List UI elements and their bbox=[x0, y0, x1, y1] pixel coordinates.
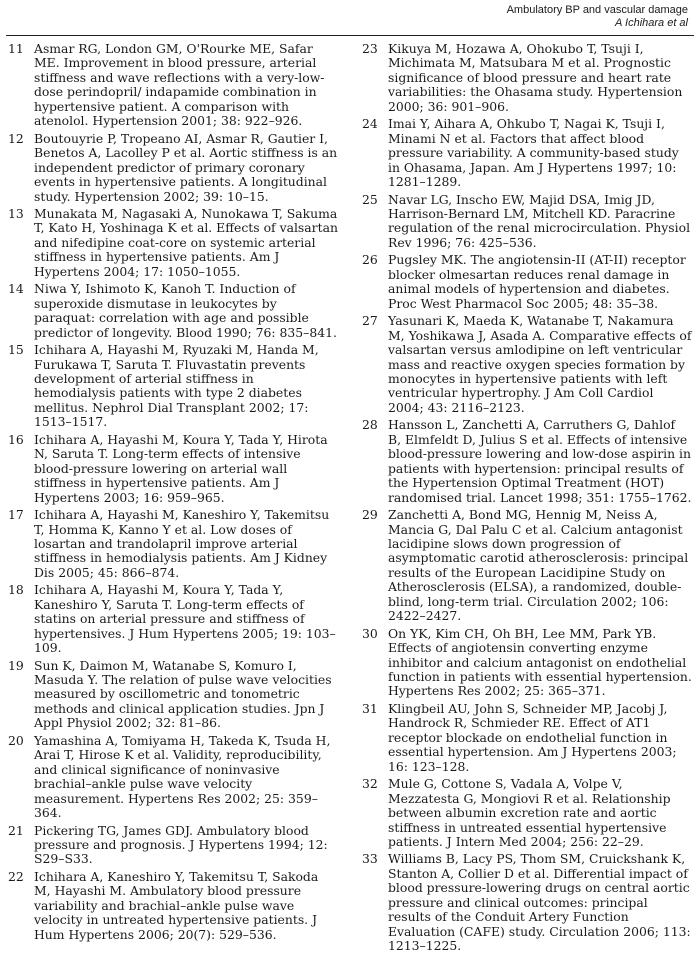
reference-item bbox=[362, 314, 692, 415]
reference-text: Sun K, Daimon M, Watanabe S, Komuro I, Masuda Y. The relation of pulse wave velocities measured by oscillometric and tonometric methods and clinical application studies. Jpn J Appl Physiol 2002; 32: 81–86. bbox=[34, 657, 332, 731]
reference-text: Boutouyrie P, Tropeano AI, Asmar R, Gautier I, Benetos A, Lacolley P et al. Aortic stiffness is an independent predictor of primary coronary events in hypertensive patients. A longitudinal study. Hypertension 2002; 39: 10–15. bbox=[34, 130, 338, 204]
reference-item bbox=[8, 343, 338, 430]
running-header bbox=[507, 4, 688, 30]
reference-text: Ichihara A, Hayashi M, Kaneshiro Y, Takemitsu T, Homma K, Kanno Y et al. Low doses of losartan and trandolapril improve arterial stiffness in hemodialysis patients. Am J Kidney Dis 2005; 45: 866–874. bbox=[34, 507, 330, 580]
reference-item bbox=[8, 508, 338, 580]
reference-text: Kikuya M, Hozawa A, Ohokubo T, Tsuji I, Michimata M, Matsubara M et al. Prognostic significance of blood pressure and heart rate variabilities: the Ohasama study. Hypertension 2000; 36: 901–906. bbox=[388, 41, 683, 114]
reference-item bbox=[8, 207, 338, 279]
reference-text: Hansson L, Zanchetti A, Carruthers G, Dahlof B, Elmfeldt D, Julius S et al. Effects of intensive blood-pressure lowering and low-dose aspirin in patients with hypertension: principal results of the Hypertension Optimal Treatment (HOT) randomised trial. Lancet 1998; 351: 1755–1762. bbox=[388, 417, 692, 505]
reference-column-right bbox=[362, 42, 692, 957]
reference-number: 33 bbox=[362, 851, 378, 867]
reference-column-left bbox=[8, 42, 338, 945]
reference-text: Klingbeil AU, John S, Schneider MP, Jacobj J, Handrock R, Schmieder RE. Effect of AT1 receptor blockade on endothelial function in essential hypertension. Am J Hypertens 2003; 16: 123–128. bbox=[388, 700, 677, 774]
reference-number: 26 bbox=[362, 252, 378, 268]
running-header-authors: A Ichihara et al bbox=[615, 17, 688, 29]
reference-number: 14 bbox=[8, 281, 24, 297]
reference-number: 22 bbox=[8, 868, 24, 884]
reference-item bbox=[362, 117, 692, 189]
reference-number: 17 bbox=[8, 507, 24, 523]
reference-number: 28 bbox=[362, 417, 378, 433]
reference-text: Asmar RG, London GM, O'Rourke ME, Safar ME. Improvement in blood pressure, arterial stiffness and wave reflections with a very-low-dose perindopril/ indapamide combination in hypertensive patient. A comparison with atenolol. Hypertension 2001; 38: 922–926. bbox=[34, 41, 325, 129]
reference-item bbox=[8, 659, 338, 731]
reference-item bbox=[362, 508, 692, 624]
reference-text: Ichihara A, Hayashi M, Koura Y, Tada Y, Kaneshiro Y, Saruta T. Long-term effects of statins on arterial pressure and stiffness of hypertensives. J Hum Hypertens 2005; 19: 103–109. bbox=[34, 582, 336, 656]
reference-text: Yasunari K, Maeda K, Watanabe T, Nakamura M, Yoshikawa J, Asada A. Comparative effects of valsartan versus amlodipine on left ventricular mass and reactive oxygen species formation by monocytes in hypertensive patients with left ventricular hypertrophy. J Am Coll Cardiol 2004; 43: 2116–2123. bbox=[388, 313, 692, 415]
reference-text: Munakata M, Nagasaki A, Nunokawa T, Sakuma T, Kato H, Yoshinaga K et al. Effects of valsartan and nifedipine coat-core on systemic arterial stiffness in hypertensive patients. Am J Hypertens 2004; 17: 1050–1055. bbox=[34, 205, 338, 279]
reference-number: 29 bbox=[362, 507, 378, 523]
header-divider bbox=[6, 35, 694, 36]
reference-item bbox=[8, 583, 338, 655]
reference-item bbox=[8, 433, 338, 505]
reference-number: 23 bbox=[362, 41, 378, 56]
reference-text: On YK, Kim CH, Oh BH, Lee MM, Park YB. Effects of angiotensin converting enzyme inhibitor and calcium antagonist on endothelial function in patients with essential hypertension. Hypertens Res 2002; 25: 365–371. bbox=[388, 625, 692, 699]
reference-item bbox=[362, 627, 692, 699]
reference-text: Zanchetti A, Bond MG, Hennig M, Neiss A, Mancia G, Dal Palu C et al. Calcium antagonist lacidipine slows down progression of asymptomatic carotid atherosclerosis: principal results of the European Lacidipine Study on Atherosclerosis (ELSA), a randomized, double-blind, long-term trial. Circulation 2002; 106: 2422–2427. bbox=[388, 507, 689, 624]
reference-number: 11 bbox=[8, 41, 24, 56]
reference-number: 24 bbox=[362, 116, 378, 132]
reference-text: Imai Y, Aihara A, Ohkubo T, Nagai K, Tsuji I, Minami N et al. Factors that affect blood pressure variability. A community-based study in Ohasama, Japan. Am J Hypertens 1997; 10: 1281–1289. bbox=[388, 116, 679, 190]
reference-number: 18 bbox=[8, 582, 24, 598]
reference-number: 15 bbox=[8, 342, 24, 358]
running-header-title: Ambulatory BP and vascular damage bbox=[506, 4, 688, 16]
reference-number: 13 bbox=[8, 205, 24, 221]
reference-item bbox=[8, 870, 338, 942]
reference-item bbox=[362, 777, 692, 849]
reference-text: Navar LG, Inscho EW, Majid DSA, Imig JD, Harrison-Bernard LM, Mitchell KD. Paracrine regulation of the renal microcirculation. Physiol Rev 1996; 76: 425–536. bbox=[388, 191, 691, 250]
reference-number: 20 bbox=[8, 732, 24, 748]
reference-item bbox=[8, 734, 338, 821]
reference-item bbox=[362, 42, 692, 114]
reference-number: 19 bbox=[8, 657, 24, 673]
reference-item bbox=[8, 824, 338, 867]
reference-item bbox=[362, 193, 692, 251]
reference-text: Ichihara A, Hayashi M, Koura Y, Tada Y, Hirota N, Saruta T. Long-term effects of intensive blood-pressure lowering on arterial wall stiffness in hypertensive patients. Am J Hypertens 2003; 16: 959–965. bbox=[34, 431, 328, 505]
reference-text: Williams B, Lacy PS, Thom SM, Cruickshank K, Stanton A, Collier D et al. Differential impact of blood pressure-lowering drugs on central aortic pressure and clinical outcomes: principal results of the Conduit Artery Function Evaluation (CAFE) study. Circulation 2006; 113: 1213–1225. bbox=[388, 851, 691, 954]
reference-text: Niwa Y, Ishimoto K, Kanoh T. Induction of superoxide dismutase in leukocytes by paraquat: correlation with age and possible predictor of longevity. Blood 1990; 76: 835–841. bbox=[34, 281, 337, 340]
reference-item bbox=[8, 282, 338, 340]
reference-number: 30 bbox=[362, 625, 378, 641]
reference-number: 27 bbox=[362, 313, 378, 329]
reference-text: Pugsley MK. The angiotensin-II (AT-II) receptor blocker olmesartan reduces renal damage in animal models of hypertension and diabetes. Proc West Pharmacol Soc 2005; 48: 35–38. bbox=[388, 252, 686, 311]
reference-number: 31 bbox=[362, 700, 378, 716]
reference-number: 32 bbox=[362, 776, 378, 792]
reference-item bbox=[362, 418, 692, 505]
reference-item bbox=[8, 42, 338, 129]
reference-text: Mule G, Cottone S, Vadala A, Volpe V, Mezzatesta G, Mongiovi R et al. Relationship between albumin excretion rate and aortic stiffness in untreated essential hypertensive patients. J Intern Med 2004; 256: 22–29. bbox=[388, 776, 671, 850]
reference-number: 25 bbox=[362, 191, 378, 207]
reference-item bbox=[362, 852, 692, 953]
reference-text: Pickering TG, James GDJ. Ambulatory blood pressure and prognosis. J Hypertens 1994; 12: S29–S33. bbox=[34, 822, 328, 867]
reference-text: Ichihara A, Kaneshiro Y, Takemitsu T, Sakoda M, Hayashi M. Ambulatory blood pressure variability and brachial–ankle pulse wave velocity in untreated hypertensive patients. J Hum Hypertens 2006; 20(7): 529–536. bbox=[34, 868, 319, 942]
reference-number: 12 bbox=[8, 130, 24, 146]
reference-text: Ichihara A, Hayashi M, Ryuzaki M, Handa M, Furukawa T, Saruta T. Fluvastatin prevents development of arterial stiffness in hemodialysis patients with type 2 diabetes mellitus. Nephrol Dial Transplant 2002; 17: 1513–1517. bbox=[34, 342, 319, 430]
reference-number: 16 bbox=[8, 431, 24, 447]
reference-number: 21 bbox=[8, 822, 24, 838]
reference-item bbox=[362, 702, 692, 774]
reference-text: Yamashina A, Tomiyama H, Takeda K, Tsuda H, Arai T, Hirose K et al. Validity, reproducibility, and clinical significance of noninvasive brachial–ankle pulse wave velocity measurement. Hypertens Res 2002; 25: 359–364. bbox=[34, 732, 331, 821]
reference-item bbox=[8, 132, 338, 204]
reference-item bbox=[362, 253, 692, 311]
